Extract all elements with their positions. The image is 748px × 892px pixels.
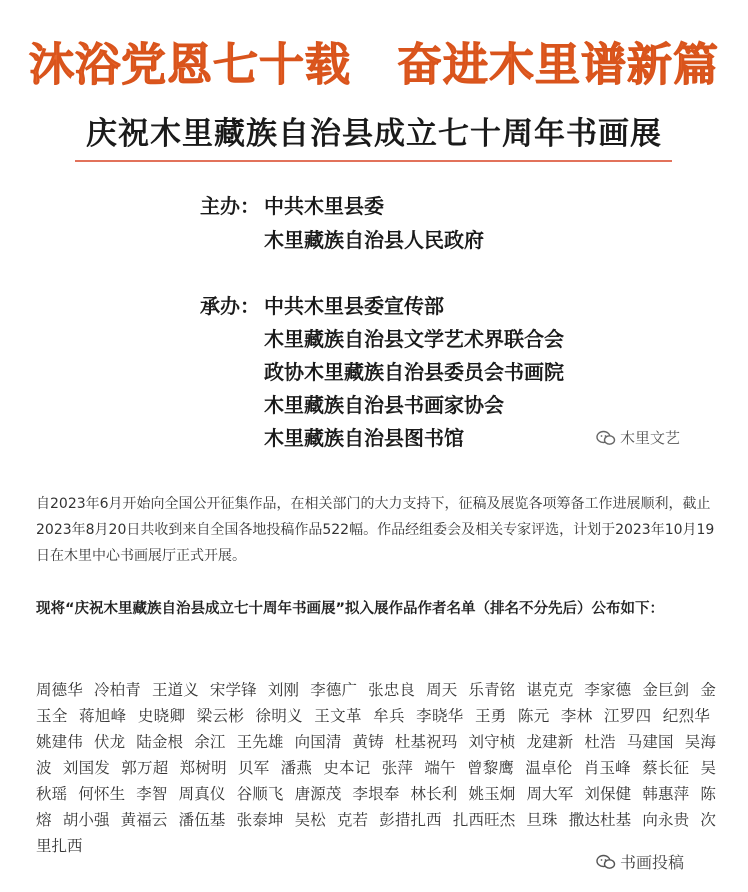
- wechat-icon: [596, 854, 616, 870]
- author-name: 宋学锋: [209, 681, 257, 699]
- author-name: 李林: [560, 707, 593, 725]
- wechat-icon: [596, 430, 616, 446]
- author-name: 吴秋瑶: [36, 759, 716, 803]
- exhibition-title: 庆祝木里藏族自治县成立七十周年书画展: [86, 116, 662, 152]
- author-name: 牟兵: [373, 707, 405, 725]
- author-name: 徐明义: [255, 707, 304, 725]
- author-name: 刘刚: [267, 681, 300, 699]
- organizer-item: 木里藏族自治县文学艺术界联合会: [264, 327, 564, 351]
- author-name: 端午: [424, 759, 456, 777]
- author-name: 何怀生: [78, 785, 126, 803]
- author-name: 江罗四: [603, 707, 652, 725]
- author-name: 纪烈华: [662, 707, 710, 725]
- author-name: 向永贵: [642, 811, 690, 829]
- author-name: 王道义: [151, 681, 199, 699]
- author-name: 次里扎西: [36, 811, 716, 855]
- wechat-watermark: [596, 427, 680, 448]
- author-name: 黄铸: [352, 733, 384, 751]
- wechat-watermark-bottom: [596, 850, 684, 873]
- author-name: 周天: [426, 681, 458, 699]
- author-name: 乐青铭: [468, 681, 516, 699]
- author-name: 周大军: [526, 785, 574, 803]
- author-name: 王文革: [314, 707, 362, 725]
- author-name: 潘燕: [280, 759, 313, 777]
- organizer-item: 中共木里县委宣传部: [264, 294, 444, 318]
- author-name: 撒达杜基: [568, 811, 632, 829]
- author-name: 谌克克: [526, 681, 574, 699]
- intro-paragraph: 自2023年6月开始向全国公开征集作品，在相关部门的大力支持下，征稿及展览各项筹备工作进展顺利，截止2023年8月20日共收到来自全国各地投稿作品522幅。作品经组委会及相关专家评选，计划于2023年10月19日在木里中心书画展厅正式开展。: [36, 496, 715, 564]
- author-name: 扎西旺杰: [452, 811, 516, 829]
- author-name: 李家德: [584, 681, 632, 699]
- author-name: 陈熔: [36, 785, 716, 829]
- organizer-item: 木里藏族自治县书画家协会: [264, 393, 504, 417]
- author-name: 姚建伟: [36, 733, 83, 751]
- author-name: 郭万超: [121, 759, 169, 777]
- author-name: 王勇: [474, 707, 507, 725]
- author-name: 冷柏青: [93, 681, 141, 699]
- author-name: 吴海波: [36, 733, 716, 777]
- author-name: 蔡长征: [642, 759, 690, 777]
- author-name: 贝军: [238, 759, 270, 777]
- author-name: 李晓华: [416, 707, 464, 725]
- author-name: 梁云彬: [196, 707, 245, 725]
- author-name: 李德广: [310, 681, 358, 699]
- author-name: 张萍: [381, 759, 414, 777]
- author-name: 史本记: [323, 759, 371, 777]
- author-name: 韩惠萍: [642, 785, 690, 803]
- author-name: 彭措扎西: [379, 811, 442, 829]
- author-name: 陈元: [517, 707, 550, 725]
- author-name: 陆金根: [136, 733, 184, 751]
- author-name: 刘保健: [584, 785, 632, 803]
- host-item: 中共木里县委: [264, 194, 384, 218]
- author-name: 伏龙: [93, 733, 126, 751]
- author-name: 肖玉峰: [583, 759, 631, 777]
- author-name: 刘国发: [62, 759, 111, 777]
- author-name: 谷顺飞: [236, 785, 284, 803]
- author-name: 向国清: [294, 733, 342, 751]
- author-name: 王先雄: [236, 733, 284, 751]
- author-name: 潘伍基: [178, 811, 226, 829]
- author-name: 周真仪: [178, 785, 226, 803]
- organizer-item: 政协木里藏族自治县委员会书画院: [264, 360, 564, 384]
- author-name: 张忠良: [368, 681, 416, 699]
- author-name: 旦珠: [526, 811, 558, 829]
- author-name: 唐源茂: [294, 785, 342, 803]
- organizer-label: 承办：: [200, 294, 260, 318]
- author-name: 金巨剑: [642, 681, 690, 699]
- author-name: 杜基祝玛: [394, 733, 458, 751]
- title-divider: [75, 160, 672, 162]
- author-name: 金玉全: [36, 681, 716, 725]
- author-name: 吴松: [294, 811, 326, 829]
- author-name: 李智: [136, 785, 168, 803]
- host-item: 木里藏族自治县人民政府: [264, 228, 484, 252]
- author-name: 李垠奉: [352, 785, 400, 803]
- author-name: 姚玉炯: [468, 785, 516, 803]
- author-name: 克若: [336, 811, 369, 829]
- author-name: 林长利: [410, 785, 458, 803]
- author-name: 刘守桢: [468, 733, 516, 751]
- notice-heading: 现将“庆祝木里藏族自治县成立七十周年书画展”拟入展作品作者名单（排名不分先后）公布如下：: [36, 601, 665, 617]
- author-name: 蒋旭峰: [78, 707, 127, 725]
- author-name: 曾黎鹰: [466, 759, 515, 777]
- author-name: 郑树明: [179, 759, 227, 777]
- author-name: 周德华: [36, 681, 83, 699]
- author-name: 马建国: [626, 733, 674, 751]
- author-name: 杜浩: [584, 733, 616, 751]
- author-name: 温卓伦: [525, 759, 573, 777]
- author-name-list: [36, 677, 716, 859]
- watermark-text: 书画投稿: [620, 853, 685, 872]
- host-label: 主办：: [200, 194, 260, 218]
- author-name: 龙建新: [526, 733, 574, 751]
- author-name: 张泰坤: [236, 811, 284, 829]
- author-name: 胡小强: [62, 811, 110, 829]
- author-name: 黄福云: [120, 811, 168, 829]
- banner-slogan: 沐浴党恩七十载 奋进木里谱新篇: [28, 38, 719, 91]
- author-name: 史晓卿: [137, 707, 186, 725]
- watermark-text: 木里文艺: [620, 429, 681, 447]
- author-name: 余江: [194, 733, 226, 751]
- organizer-item: 木里藏族自治县图书馆: [264, 426, 464, 450]
